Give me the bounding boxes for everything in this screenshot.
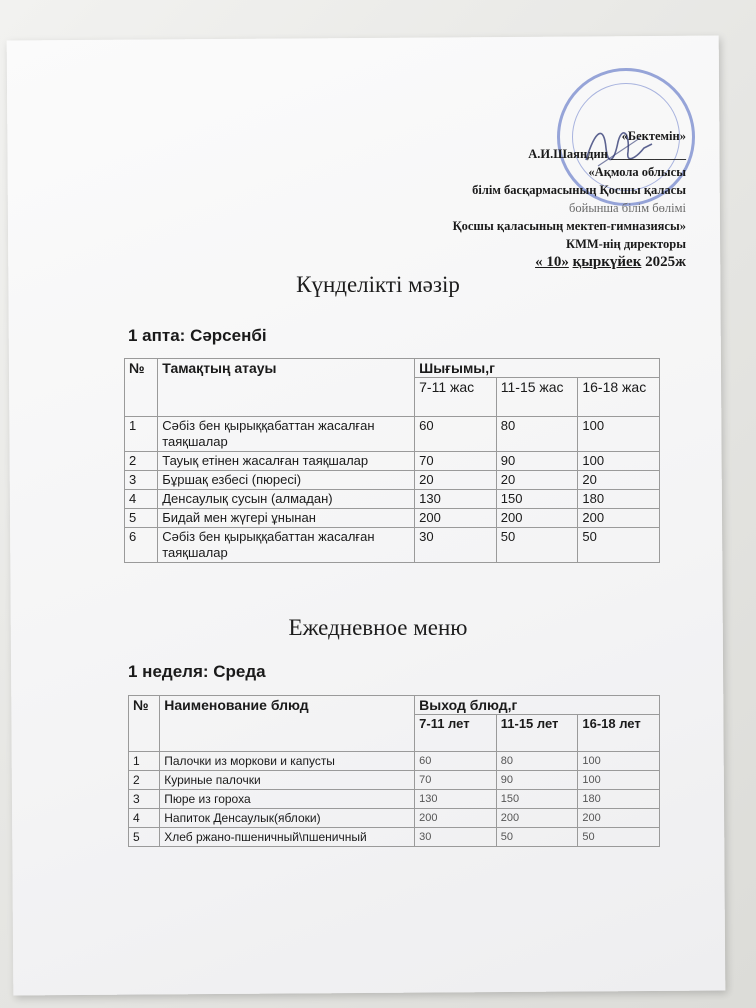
output-value: 100 [578, 771, 660, 790]
col-name-header: Тамақтың атауы [158, 359, 415, 417]
age-group-header: 11-15 жас [496, 378, 578, 417]
dish-name: Бидай мен жүгері ұнынан [158, 509, 415, 528]
approval-line-5: КММ-нің директоры [566, 237, 686, 251]
approval-date: « 10» қыркүйек 2025ж [535, 254, 686, 270]
age-group-header: 16-18 лет [578, 715, 660, 752]
col-num-header: № [125, 359, 158, 417]
dish-name: Куриные палочки [160, 771, 415, 790]
output-value: 180 [578, 490, 660, 509]
output-value: 30 [415, 828, 497, 847]
output-value: 50 [578, 528, 660, 563]
approval-block [326, 127, 686, 271]
week-label-ru: 1 неделя: Среда [128, 662, 266, 681]
menu-table-kz [124, 358, 660, 563]
output-value: 100 [578, 452, 660, 471]
page-title-kz: Күнделікті мәзір [296, 272, 460, 297]
menu-table-ru [128, 695, 660, 847]
table-row [129, 771, 660, 790]
output-value: 50 [496, 528, 578, 563]
output-value: 130 [415, 490, 497, 509]
output-value: 70 [415, 452, 497, 471]
table-row [125, 509, 660, 528]
dish-name: Сәбіз бен қырыққабаттан жасалған таяқшалар [158, 528, 415, 563]
row-number: 3 [129, 790, 160, 809]
dish-name: Денсаулық сусын (алмадан) [158, 490, 415, 509]
output-value: 200 [578, 809, 660, 828]
output-value: 80 [496, 417, 578, 452]
output-value: 90 [496, 771, 578, 790]
output-value: 70 [415, 771, 497, 790]
approval-line-4: Қосшы қаласының мектеп-гимназиясы» [452, 219, 686, 233]
page-title-ru: Ежедневное меню [288, 615, 468, 640]
output-value: 50 [496, 828, 578, 847]
row-number: 3 [125, 471, 158, 490]
col-name-header: Наименование блюд [160, 696, 415, 752]
approval-signer: А.И.Шаяндин ____________ [528, 147, 686, 161]
dish-name: Хлеб ржано-пшеничный\пшеничный [160, 828, 415, 847]
dish-name: Сәбіз бен қырыққабаттан жасалған таяқшалар [158, 417, 415, 452]
week-label-kz: 1 апта: Сәрсенбі [128, 326, 267, 345]
col-num-header: № [129, 696, 160, 752]
row-number: 2 [129, 771, 160, 790]
approval-stamp-label: «Бектемін» [621, 129, 686, 143]
table-row [125, 452, 660, 471]
table-row [125, 490, 660, 509]
output-value: 150 [496, 490, 578, 509]
output-value: 180 [578, 790, 660, 809]
age-group-header: 16-18 жас [578, 378, 660, 417]
output-value: 20 [496, 471, 578, 490]
output-value: 200 [578, 509, 660, 528]
output-value: 20 [415, 471, 497, 490]
row-number: 6 [125, 528, 158, 563]
output-value: 90 [496, 452, 578, 471]
approval-line-3: бойынша білім бөлімі [569, 201, 686, 215]
dish-name: Пюре из гороха [160, 790, 415, 809]
dish-name: Бұршақ езбесі (пюресі) [158, 471, 415, 490]
output-value: 200 [496, 509, 578, 528]
approval-line-1: «Ақмола облысы [588, 165, 686, 179]
approval-line-2: білім басқармасының Қосшы қаласы [472, 183, 686, 197]
output-value: 200 [415, 809, 497, 828]
age-group-header: 11-15 лет [496, 715, 578, 752]
output-value: 80 [496, 752, 578, 771]
row-number: 4 [125, 490, 158, 509]
table-row [125, 471, 660, 490]
table-row [129, 828, 660, 847]
table-row [129, 752, 660, 771]
row-number: 4 [129, 809, 160, 828]
col-output-header: Шығымы,г [415, 359, 660, 378]
age-group-header: 7-11 лет [415, 715, 497, 752]
table-row [129, 809, 660, 828]
output-value: 100 [578, 417, 660, 452]
output-value: 60 [415, 417, 497, 452]
col-output-header: Выход блюд,г [415, 696, 660, 715]
output-value: 50 [578, 828, 660, 847]
output-value: 130 [415, 790, 497, 809]
row-number: 5 [125, 509, 158, 528]
table-row [129, 790, 660, 809]
age-group-header: 7-11 жас [415, 378, 497, 417]
table-row [125, 417, 660, 452]
row-number: 2 [125, 452, 158, 471]
output-value: 200 [415, 509, 497, 528]
dish-name: Палочки из моркови и капусты [160, 752, 415, 771]
output-value: 30 [415, 528, 497, 563]
row-number: 5 [129, 828, 160, 847]
dish-name: Тауық етінен жасалған таяқшалар [158, 452, 415, 471]
output-value: 150 [496, 790, 578, 809]
row-number: 1 [125, 417, 158, 452]
output-value: 200 [496, 809, 578, 828]
output-value: 60 [415, 752, 497, 771]
output-value: 100 [578, 752, 660, 771]
row-number: 1 [129, 752, 160, 771]
output-value: 20 [578, 471, 660, 490]
table-row [125, 528, 660, 563]
dish-name: Напиток Денсаулык(яблоки) [160, 809, 415, 828]
